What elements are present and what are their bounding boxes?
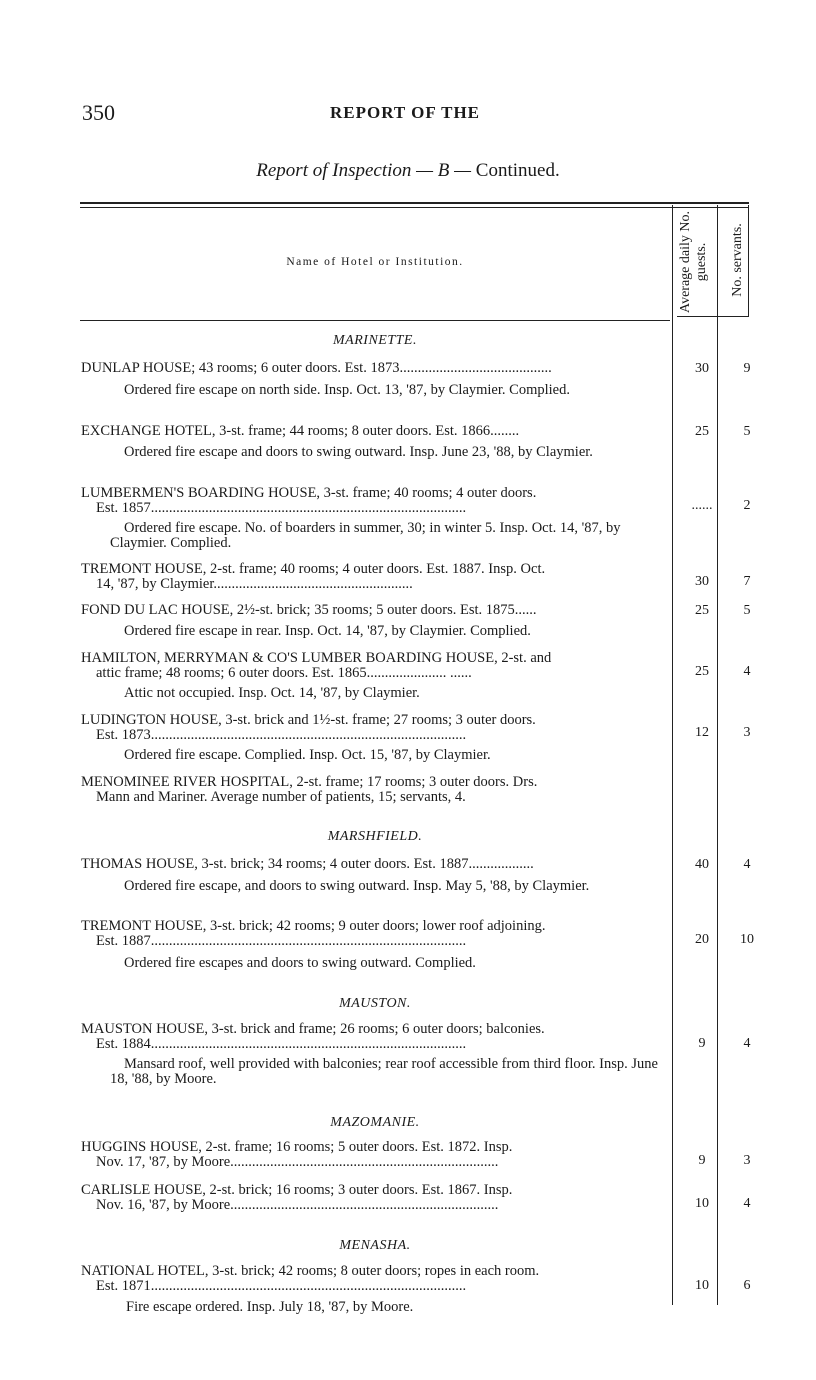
entry-ludington-line2: Est. 1873....................................................................................... xyxy=(96,728,467,743)
section-title-marinette: MARINETTE. xyxy=(333,333,417,348)
entry-fond-du-lac-note: Ordered fire escape in rear. Insp. Oct. 14, '87, by Claymier. Complied. xyxy=(124,623,531,639)
guests-value: 12 xyxy=(695,725,709,740)
servants-value: 6 xyxy=(743,1278,751,1293)
section-title-marshfield: MARSHFIELD. xyxy=(327,829,423,844)
report-subtitle xyxy=(0,160,816,182)
section-title-menasha: MENASHA. xyxy=(339,1238,411,1253)
guests-header-text: Average daily No. guests. xyxy=(678,211,709,313)
servants-value: 10 xyxy=(740,932,754,947)
page-number: 350 xyxy=(82,100,115,125)
entry-mauston-house: MAUSTON HOUSE, 3-st. brick and frame; 26 rooms; 6 outer doors; balconies. xyxy=(81,1022,545,1037)
servants-value: 3 xyxy=(743,1153,751,1168)
entry-ludington-house: LUDINGTON HOUSE, 3-st. brick and 1½-st. frame; 27 rooms; 3 outer doors. xyxy=(81,713,536,728)
header-bottom-rule xyxy=(80,320,670,321)
entry-thomas-house: THOMAS HOUSE, 3-st. brick; 34 rooms; 4 outer doors. Est. 1887.................. xyxy=(81,857,534,872)
entry-carlisle-line2: Nov. 16, '87, by Moore.......................................................................... xyxy=(96,1198,499,1213)
section-title-mazomanie: MAZOMANIE. xyxy=(330,1115,420,1130)
guests-value: 25 xyxy=(695,664,709,679)
guests-value: 20 xyxy=(695,932,709,947)
servants-value: 5 xyxy=(743,424,751,439)
entry-lumbermens: LUMBERMEN'S BOARDING HOUSE, 3-st. frame; 40 rooms; 4 outer doors. xyxy=(81,486,537,501)
entry-dunlap-house: DUNLAP HOUSE; 43 rooms; 6 outer doors. Est. 1873.......................................... xyxy=(81,361,552,376)
guests-value: 10 xyxy=(695,1196,709,1211)
guests-value: 30 xyxy=(695,574,709,589)
servants-value: 7 xyxy=(743,574,751,589)
servants-value: 2 xyxy=(743,498,751,513)
guests-value: 9 xyxy=(698,1153,706,1168)
entry-fond-du-lac-house: FOND DU LAC HOUSE, 2½-st. brick; 35 rooms; 5 outer doors. Est. 1875...... xyxy=(81,603,537,618)
guests-value: 9 xyxy=(698,1036,706,1051)
servants-value: 4 xyxy=(743,1036,751,1051)
entry-tremont-marshfield-note: Ordered fire escapes and doors to swing outward. Complied. xyxy=(124,955,476,971)
entry-menominee-line2: Mann and Mariner. Average number of patients, 15; servants, 4. xyxy=(96,790,466,805)
servants-value: 3 xyxy=(743,725,751,740)
column-header-guests xyxy=(678,207,712,317)
entry-thomas-note: Ordered fire escape, and doors to swing outward. Insp. May 5, '88, by Claymier. xyxy=(124,878,590,894)
top-double-rule-1 xyxy=(80,202,749,204)
entry-hamilton-note: Attic not occupied. Insp. Oct. 14, '87, by Claymier. xyxy=(124,685,420,701)
guests-value: 30 xyxy=(695,361,709,376)
entry-hamilton-line2: attic frame; 48 rooms; 6 outer doors. Est. 1865...................... ...... xyxy=(96,666,472,681)
servants-value: 5 xyxy=(743,603,751,618)
entry-mauston-note: Mansard roof, well provided with balconies; rear roof accessible from third floor. Insp. June 18, '88, by Moore. xyxy=(110,1056,658,1087)
guests-value: 25 xyxy=(695,603,709,618)
subtitle-italic: Report of Inspection — B — xyxy=(256,160,472,181)
servants-value: 9 xyxy=(743,361,751,376)
guests-value: 10 xyxy=(695,1278,709,1293)
entry-huggins-line2: Nov. 17, '87, by Moore.......................................................................... xyxy=(96,1155,499,1170)
guests-value: 40 xyxy=(695,857,709,872)
entry-huggins-house: HUGGINS HOUSE, 2-st. frame; 16 rooms; 5 outer doors. Est. 1872. Insp. xyxy=(81,1140,513,1155)
entry-national-note: Fire escape ordered. Insp. July 18, '87, by Moore. xyxy=(126,1299,414,1315)
section-title-mauston: MAUSTON. xyxy=(339,996,411,1011)
column-header-name: Name of Hotel or Institution. xyxy=(286,256,464,268)
guests-value: ...... xyxy=(691,498,713,513)
entry-ludington-note: Ordered fire escape. Complied. Insp. Oct. 15, '87, by Claymier. xyxy=(124,747,491,763)
entry-menominee-river-hospital: MENOMINEE RIVER HOSPITAL, 2-st. frame; 17 rooms; 3 outer doors. Drs. xyxy=(81,775,538,790)
entry-tremont-house-marshfield: TREMONT HOUSE, 3-st. brick; 42 rooms; 9 outer doors; lower roof adjoining. xyxy=(81,919,546,934)
entry-tremont-marshfield-line2: Est. 1887....................................................................................... xyxy=(96,934,467,949)
entry-lumbermens-line2: Est. 1857....................................................................................... xyxy=(96,501,467,516)
entry-mauston-line2: Est. 1884....................................................................................... xyxy=(96,1037,467,1052)
subtitle-plain: Continued. xyxy=(471,160,560,181)
column-header-servants: No. servants. xyxy=(730,223,745,297)
column-divider-3 xyxy=(748,205,749,317)
entry-tremont-house-marinette: TREMONT HOUSE, 2-st. frame; 40 rooms; 4 outer doors. Est. 1887. Insp. Oct. xyxy=(81,562,546,577)
entry-lumbermens-note: Ordered fire escape. No. of boarders in summer, 30; in winter 5. Insp. Oct. 14, '87, by Claymier. Complied. xyxy=(110,520,621,551)
column-divider-1 xyxy=(672,205,673,1305)
entry-exchange-note: Ordered fire escape and doors to swing outward. Insp. June 23, '88, by Claymier. xyxy=(124,444,593,460)
entry-exchange-hotel: EXCHANGE HOTEL, 3-st. frame; 44 rooms; 8 outer doors. Est. 1866........ xyxy=(81,424,520,439)
entry-carlisle-house: CARLISLE HOUSE, 2-st. brick; 16 rooms; 3 outer doors. Est. 1867. Insp. xyxy=(81,1183,513,1198)
entry-national-hotel: NATIONAL HOTEL, 3-st. brick; 42 rooms; 8 outer doors; ropes in each room. xyxy=(81,1264,540,1279)
running-head: REPORT OF THE xyxy=(330,103,481,122)
guests-value: 25 xyxy=(695,424,709,439)
top-double-rule-2 xyxy=(80,207,749,208)
entry-tremont-line2: 14, '87, by Claymier....................................................... xyxy=(96,577,413,592)
servants-value: 4 xyxy=(743,664,751,679)
entry-national-line2: Est. 1871....................................................................................... xyxy=(96,1279,467,1294)
servants-value: 4 xyxy=(743,857,751,872)
entry-hamilton-merryman: HAMILTON, MERRYMAN & CO'S LUMBER BOARDING HOUSE, 2-st. and xyxy=(81,651,552,666)
entry-dunlap-note: Ordered fire escape on north side. Insp. Oct. 13, '87, by Claymier. Complied. xyxy=(124,382,570,398)
servants-value: 4 xyxy=(743,1196,751,1211)
